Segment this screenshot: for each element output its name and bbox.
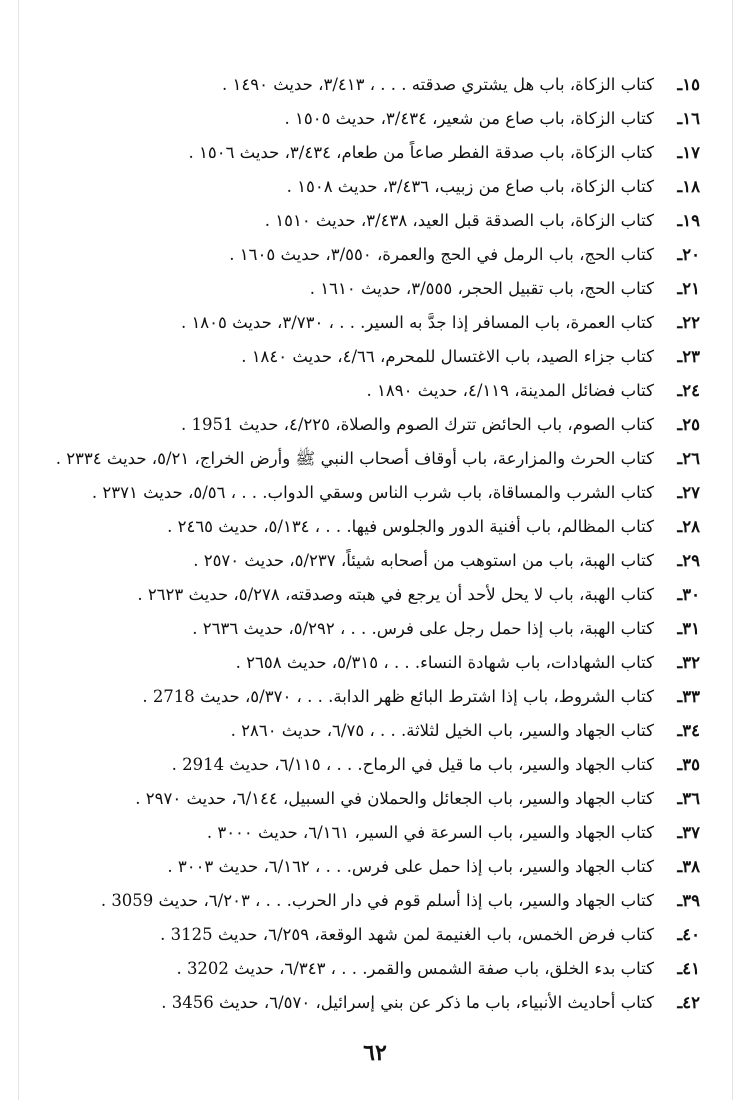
entry-number: ٢٤ـ [677, 381, 700, 400]
citation-list [40, 68, 700, 1020]
entry-text: كتاب الزكاة، باب هل يشتري صدقته . . . ، ٣/٤١٣، حديث ١٤٩٠ . [222, 75, 654, 94]
entry-text: كتاب الهبة، باب من استوهب من أصحابه شيئاً، ٥/٢٣٧، حديث ٢٥٧٠ . [193, 551, 654, 570]
entry-text: كتاب الحرث والمزارعة، باب أوقاف أصحاب النبي ﷺ وأرض الخراج، ٥/٢١، حديث ٢٣٣٤ . [55, 449, 654, 468]
entry-number: ١٦ـ [677, 109, 700, 128]
scan-edge-line-left [18, 0, 19, 1100]
entry-text: كتاب الجهاد والسير، باب إذا أسلم قوم في دار الحرب. . . ، ٦/٢٠٣، حديث 3059 . [100, 891, 654, 910]
scan-edge-line-right [732, 0, 733, 1100]
entry-text: كتاب الحج، باب تقبيل الحجر، ٣/٥٥٥، حديث ١٦١٠ . [309, 279, 654, 298]
citation-entry [40, 850, 700, 884]
entry-text: كتاب فضائل المدينة، ٤/١١٩، حديث ١٨٩٠ . [366, 381, 654, 400]
citation-entry [40, 340, 700, 374]
entry-number: ٢٦ـ [677, 449, 700, 468]
entry-text: كتاب الزكاة، باب صاع من شعير، ٣/٤٣٤، حديث ١٥٠٥ . [284, 109, 654, 128]
entry-text: كتاب المظالم، باب أفنية الدور والجلوس فيها. . . ، ٥/١٣٤، حديث ٢٤٦٥ . [167, 517, 654, 536]
entry-number: ٣٥ـ [677, 755, 700, 774]
entry-number: ٣٢ـ [677, 653, 700, 672]
entry-number: ٣٦ـ [677, 789, 700, 808]
entry-text: كتاب الشروط، باب إذا اشترط البائع ظهر الدابة. . . ، ٥/٣٧٠، حديث 2718 . [142, 687, 654, 706]
citation-entry [40, 374, 700, 408]
citation-entry [40, 204, 700, 238]
citation-entry [40, 510, 700, 544]
citation-entry [40, 272, 700, 306]
entry-text: كتاب الزكاة، باب صاع من زبيب، ٣/٤٣٦، حديث ١٥٠٨ . [286, 177, 654, 196]
citation-entry [40, 136, 700, 170]
citation-entry [40, 408, 700, 442]
entry-number: ٢٠ـ [677, 245, 700, 264]
citation-entry [40, 748, 700, 782]
entry-number: ٤٠ـ [677, 925, 700, 944]
citation-entry [40, 612, 700, 646]
entry-number: ٣٠ـ [677, 585, 700, 604]
entry-number: ٢٣ـ [677, 347, 700, 366]
entry-number: ٢٨ـ [677, 517, 700, 536]
citation-entry [40, 816, 700, 850]
entry-text: كتاب الهبة، باب إذا حمل رجل على فرس. . . ، ٥/٢٩٢، حديث ٢٦٣٦ . [192, 619, 654, 638]
entry-number: ٣٨ـ [677, 857, 700, 876]
entry-number: ١٨ـ [677, 177, 700, 196]
entry-number: ٤٢ـ [677, 993, 700, 1012]
entry-number: ٤١ـ [677, 959, 700, 978]
citation-entry [40, 544, 700, 578]
citation-entry [40, 68, 700, 102]
entry-text: كتاب بدء الخلق، باب صفة الشمس والقمر. . . ، ٦/٣٤٣، حديث 3202 . [176, 959, 654, 978]
entry-text: كتاب الشرب والمساقاة، باب شرب الناس وسقي الدواب. . . ، ٥/٥٦، حديث ٢٣٧١ . [91, 483, 654, 502]
citation-entry [40, 578, 700, 612]
entry-text: كتاب فرض الخمس، باب الغنيمة لمن شهد الوقعة، ٦/٢٥٩، حديث 3125 . [160, 925, 654, 944]
entry-text: كتاب العمرة، باب المسافر إذا جدَّ به السير. . . ، ٣/٧٣٠، حديث ١٨٠٥ . [180, 313, 654, 332]
citation-entry [40, 170, 700, 204]
entry-text: كتاب الجهاد والسير، باب الجعائل والحملان في السبيل، ٦/١٤٤، حديث ٢٩٧٠ . [135, 789, 654, 808]
citation-entry [40, 986, 700, 1020]
entry-text: كتاب الحج، باب الرمل في الحج والعمرة، ٣/٥٥٠، حديث ١٦٠٥ . [229, 245, 654, 264]
page-number: ٦٢ [363, 1040, 387, 1066]
citation-entry [40, 102, 700, 136]
citation-entry [40, 952, 700, 986]
entry-text: كتاب الجهاد والسير، باب الخيل لثلاثة. . . ، ٦/٧٥، حديث ٢٨٦٠ . [230, 721, 654, 740]
entry-number: ٣٣ـ [677, 687, 700, 706]
entry-number: ٣٧ـ [677, 823, 700, 842]
entry-number: ٢١ـ [677, 279, 700, 298]
entry-number: ٢٢ـ [677, 313, 700, 332]
entry-text: كتاب جزاء الصيد، باب الاغتسال للمحرم، ٤/٦٦، حديث ١٨٤٠ . [241, 347, 654, 366]
citation-entry [40, 714, 700, 748]
citation-entry [40, 646, 700, 680]
entry-text: كتاب الجهاد والسير، باب ما قيل في الرماح. . . ، ٦/١١٥، حديث 2914 . [171, 755, 654, 774]
citation-entry [40, 476, 700, 510]
citation-entry [40, 884, 700, 918]
entry-number: ٢٧ـ [677, 483, 700, 502]
entry-number: ١٧ـ [677, 143, 700, 162]
entry-text: كتاب الصوم، باب الحائض تترك الصوم والصلاة، ٤/٢٢٥، حديث 1951 . [181, 415, 654, 434]
entry-number: ٢٥ـ [677, 415, 700, 434]
entry-text: كتاب الجهاد والسير، باب إذا حمل على فرس. . . ، ٦/١٦٢، حديث ٣٠٠٣ . [167, 857, 654, 876]
citation-entry [40, 918, 700, 952]
citation-entry [40, 238, 700, 272]
citation-entry [40, 442, 700, 476]
citation-entry [40, 306, 700, 340]
entry-number: ١٥ـ [677, 75, 700, 94]
entry-number: ٣٩ـ [677, 891, 700, 910]
entry-text: كتاب الشهادات، باب شهادة النساء. . . ، ٥/٣١٥، حديث ٢٦٥٨ . [235, 653, 654, 672]
entry-number: ٣٤ـ [677, 721, 700, 740]
citation-entry [40, 782, 700, 816]
entry-number: ٢٩ـ [677, 551, 700, 570]
entry-text: كتاب الهبة، باب لا يحل لأحد أن يرجع في هبته وصدقته، ٥/٢٧٨، حديث ٢٦٢٣ . [137, 585, 654, 604]
citation-entry [40, 680, 700, 714]
entry-number: ١٩ـ [677, 211, 700, 230]
entry-number: ٣١ـ [677, 619, 700, 638]
entry-text: كتاب الجهاد والسير، باب السرعة في السير، ٦/١٦١، حديث ٣٠٠٠ . [206, 823, 654, 842]
entry-text: كتاب الزكاة، باب الصدقة قبل العيد، ٣/٤٣٨، حديث ١٥١٠ . [264, 211, 654, 230]
entry-text: كتاب أحاديث الأنبياء، باب ما ذكر عن بني إسرائيل، ٦/٥٧٠، حديث 3456 . [161, 993, 654, 1012]
entry-text: كتاب الزكاة، باب صدقة الفطر صاعاً من طعام، ٣/٤٣٤، حديث ١٥٠٦ . [188, 143, 654, 162]
